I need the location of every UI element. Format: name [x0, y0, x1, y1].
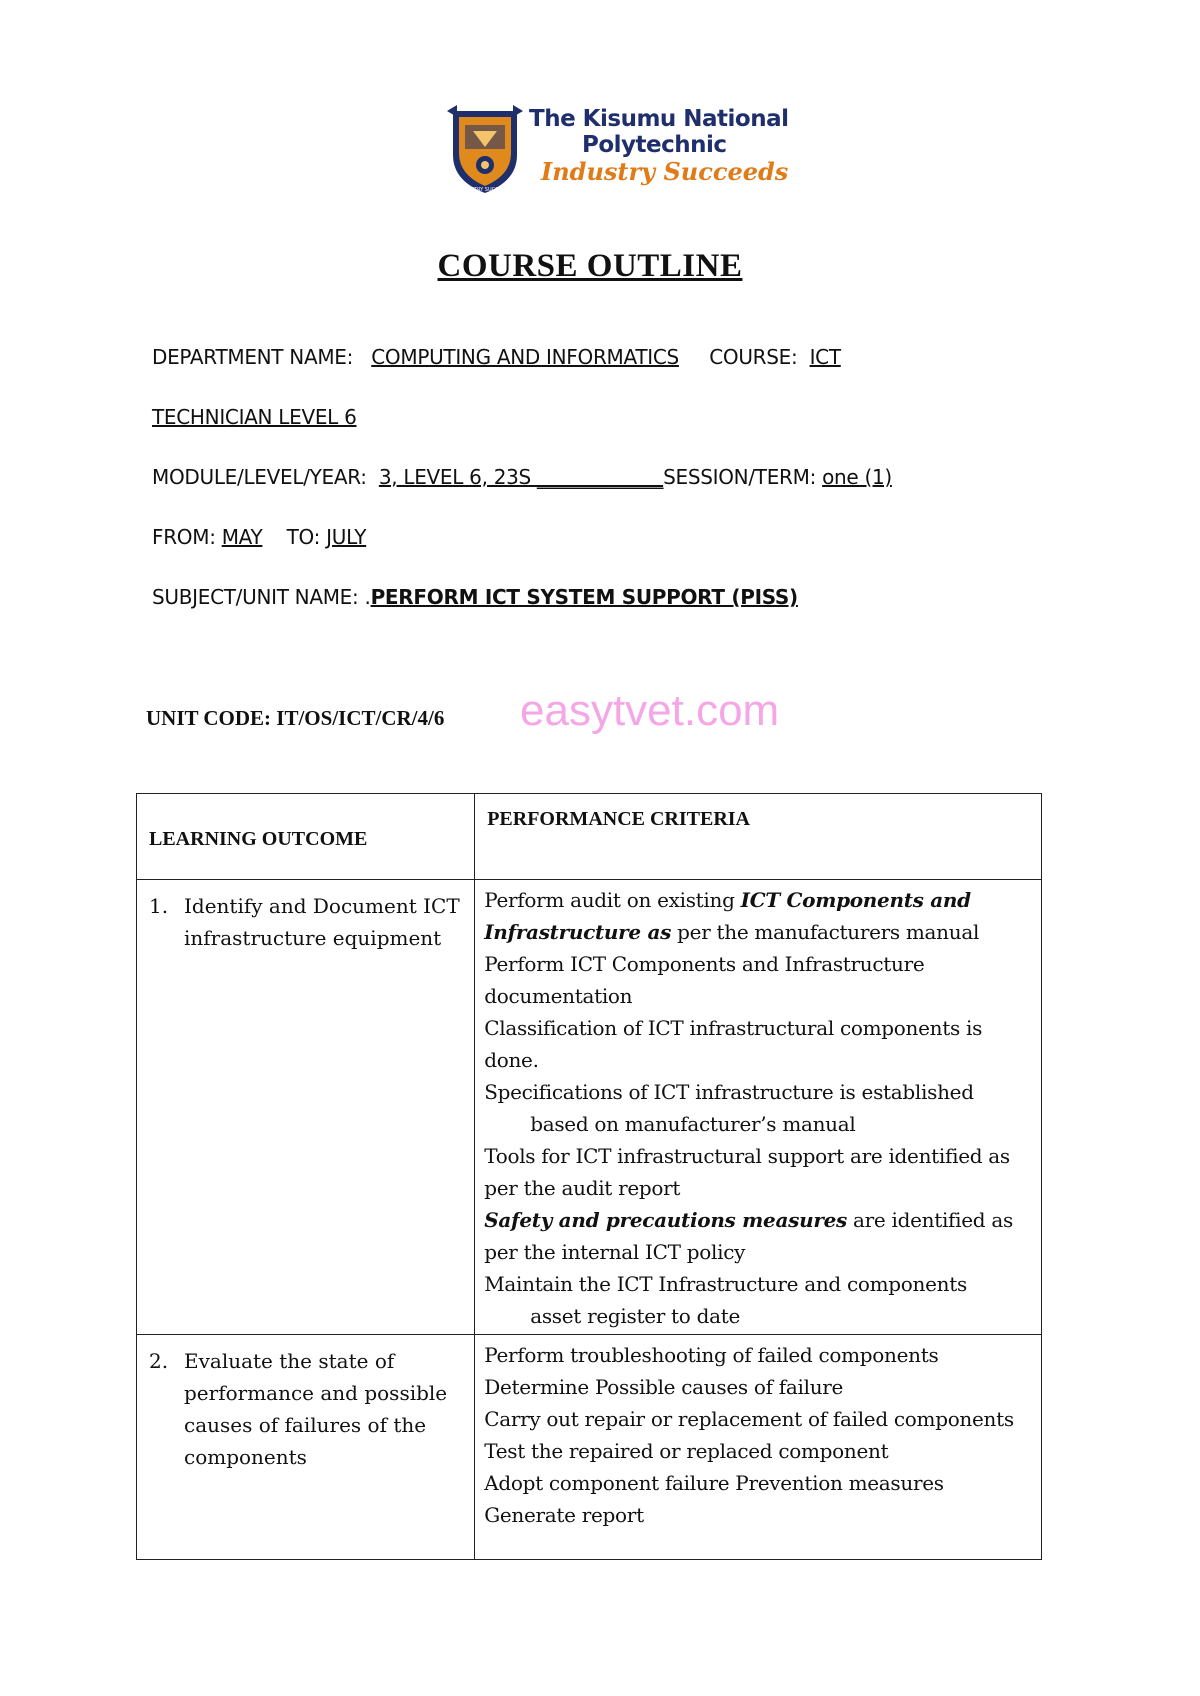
- module-label: MODULE/LEVEL/YEAR:: [152, 465, 367, 489]
- outcome-text: Identify and Document ICT infrastructure equipment: [184, 894, 460, 950]
- to-value: JULY: [326, 525, 367, 549]
- dates-line: [152, 525, 366, 549]
- department-label: DEPARTMENT NAME:: [152, 345, 354, 369]
- outcome-number: 2.: [149, 1349, 169, 1373]
- department-value: COMPUTING AND INFORMATICS: [371, 345, 679, 369]
- subject-value: PERFORM ICT SYSTEM SUPPORT (PISS): [370, 585, 798, 609]
- criterion: [484, 1204, 1035, 1268]
- session-value: one (1): [822, 465, 892, 489]
- outcome-text: Evaluate the state of performance and possible causes of failures of the components: [184, 1349, 448, 1469]
- crest-icon: [445, 103, 525, 198]
- from-label: FROM:: [152, 525, 216, 549]
- criterion: Determine Possible causes of failure: [484, 1375, 844, 1399]
- course-value-cont: TECHNICIAN LEVEL 6: [152, 405, 357, 429]
- subject-label: SUBJECT/UNIT NAME: .: [152, 585, 371, 609]
- subject-line: [152, 585, 798, 609]
- outcomes-table: [136, 793, 1042, 1560]
- criterion: Test the repaired or replaced component: [484, 1439, 889, 1463]
- criterion-text: are identified as per the internal ICT policy: [484, 1208, 1013, 1264]
- course-value: ICT: [809, 345, 841, 369]
- criterion: Classification of ICT infrastructural components is done.: [484, 1016, 983, 1072]
- logo-name-line1: The Kisumu National: [529, 106, 789, 132]
- criterion: Specifications of ICT infrastructure is established: [484, 1080, 974, 1104]
- criterion: Tools for ICT infrastructural support are identified as per the audit report: [484, 1144, 1010, 1200]
- criterion: Adopt component failure Prevention measures: [484, 1471, 944, 1495]
- watermark: easytvet.com: [520, 686, 780, 735]
- criterion: Maintain the ICT Infrastructure and components: [484, 1272, 967, 1296]
- criterion-continuation: based on manufacturer’s manual: [530, 1112, 856, 1136]
- logo-motto: Industry Succeeds: [541, 157, 789, 186]
- department-line: [152, 345, 841, 369]
- criterion: [484, 884, 1035, 948]
- criterion: Perform ICT Components and Infrastructure documentation: [484, 952, 925, 1008]
- outcome-cell: [137, 1335, 475, 1560]
- outcome-cell: [137, 880, 475, 1335]
- criterion-emphasis: ICT Components and Infrastructure as: [484, 888, 971, 944]
- page-title: COURSE OUTLINE: [437, 248, 743, 284]
- header-performance-criteria: PERFORMANCE CRITERIA: [475, 794, 1042, 880]
- criterion-emphasis: Safety and precautions measures: [484, 1208, 847, 1232]
- from-value: MAY: [221, 525, 263, 549]
- course-label: COURSE:: [709, 345, 798, 369]
- criterion-text: per the manufacturers manual: [671, 920, 980, 944]
- criterion-text: Perform audit on existing: [484, 888, 741, 912]
- module-value: 3, LEVEL 6, 23S _____________: [378, 465, 664, 489]
- criteria-cell: [475, 880, 1042, 1335]
- table-header-row: [137, 794, 1042, 880]
- session-label: SESSION/TERM:: [663, 465, 817, 489]
- criterion: Generate report: [484, 1503, 644, 1527]
- to-label: TO:: [286, 525, 321, 549]
- table-row: [137, 1335, 1042, 1560]
- table-row: [137, 880, 1042, 1335]
- criteria-cell: [475, 1335, 1042, 1560]
- module-line: [152, 465, 892, 489]
- unit-code: UNIT CODE: IT/OS/ICT/CR/4/6: [146, 706, 445, 730]
- institution-logo: [445, 103, 789, 198]
- criterion-continuation: asset register to date: [530, 1304, 740, 1328]
- svg-text:INDUSTRY SUCCEEDS: INDUSTRY SUCCEEDS: [458, 187, 512, 193]
- logo-name-line2: Polytechnic: [582, 132, 727, 158]
- header-learning-outcome: LEARNING OUTCOME: [137, 794, 475, 880]
- criterion: Perform troubleshooting of failed components: [484, 1343, 939, 1367]
- course-line-cont: [152, 405, 357, 429]
- outcome-number: 1.: [149, 894, 169, 918]
- criterion: Carry out repair or replacement of failed components: [484, 1407, 1014, 1431]
